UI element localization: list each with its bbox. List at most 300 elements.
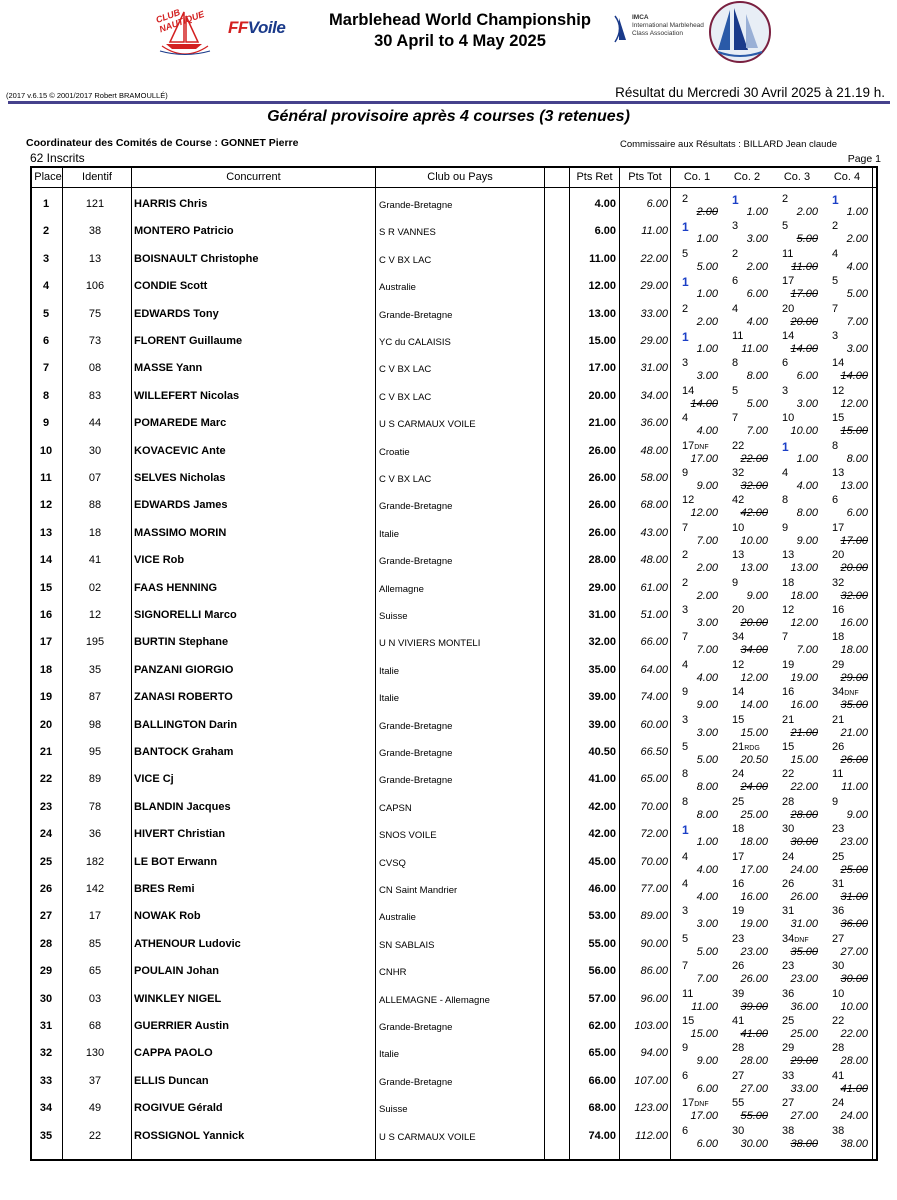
race-rank	[682, 522, 688, 534]
competitor-name-cell: BALLINGTON Darin	[134, 718, 238, 731]
total-points-cell: 36.00	[640, 417, 668, 430]
competitor-name-cell: CAPPA PAOLO	[134, 1047, 213, 1060]
race-points: 26.00	[790, 891, 818, 903]
race-rank	[682, 1042, 688, 1054]
table-row	[30, 824, 878, 851]
race-rank	[732, 1125, 744, 1137]
race-rank	[832, 933, 844, 945]
table-row	[30, 386, 878, 413]
competitor-name-cell: EDWARDS James	[134, 499, 228, 512]
race-rank	[782, 878, 794, 890]
net-points-cell: 65.00	[588, 1047, 616, 1060]
place-cell: 35	[39, 1129, 53, 1142]
competitor-name-cell: ATHENOUR Ludovic	[134, 937, 241, 950]
race-rank	[832, 549, 844, 561]
race-rank-value: 29	[782, 1042, 795, 1055]
race-rank-value: 12	[832, 384, 845, 397]
race-rank-value: 25	[832, 850, 845, 863]
table-row	[30, 1098, 878, 1125]
race-rank	[782, 248, 793, 260]
race-rank	[682, 385, 694, 397]
club-cell: C V BX LAC	[379, 364, 432, 376]
race-rank	[682, 549, 688, 561]
race-points-discarded: 29.00	[840, 671, 868, 684]
race-points-discarded: 30.00	[790, 836, 818, 849]
race-points: 15.00	[690, 1028, 718, 1040]
race-rank-value: 7	[682, 631, 689, 644]
sail-number-cell: 85	[88, 937, 102, 950]
race-rank-value: 30	[782, 823, 795, 836]
race-rank	[732, 385, 738, 397]
net-points-cell: 12.00	[588, 280, 616, 293]
race-rank	[782, 741, 794, 753]
race-points: 22.00	[840, 1028, 868, 1040]
race-points-discarded: 25.00	[840, 863, 868, 876]
race-rank	[682, 741, 688, 753]
total-points-cell: 77.00	[640, 883, 668, 895]
competitor-name-cell: BLANDIN Jacques	[134, 800, 231, 813]
race-rank	[782, 796, 794, 808]
table-row	[30, 441, 878, 468]
result-date: Résultat du Mercredi 30 Avril 2025 à 21.19 h.	[615, 85, 885, 100]
sail-number-cell: 37	[88, 1074, 102, 1087]
race-rank	[832, 604, 844, 616]
race-points-discarded: 21.00	[790, 726, 818, 739]
race-rank-value: 3	[682, 713, 689, 726]
competitor-name-cell: VICE Cj	[134, 773, 174, 786]
race-rank-value: 24	[832, 1097, 845, 1110]
race-points: 3.00	[796, 397, 818, 410]
sail-number-cell: 121	[85, 198, 105, 210]
race-points: 1.00	[696, 233, 718, 246]
race-rank	[832, 905, 844, 917]
race-points-discarded: 15.00	[840, 425, 868, 438]
sail-number-cell: 106	[85, 280, 105, 293]
table-row	[30, 605, 878, 632]
race-rank	[732, 412, 738, 424]
table-row	[30, 632, 878, 659]
race-points: 17.00	[740, 863, 768, 876]
total-points-cell: 31.00	[640, 362, 668, 375]
race-points: 25.00	[790, 1028, 818, 1040]
race-rank-value: 9	[682, 686, 689, 699]
race-rank-value: 36	[832, 905, 845, 918]
competitor-name-cell: PANZANI GIORGIO	[134, 663, 234, 676]
race-points: 13.00	[740, 562, 768, 575]
competitor-name-cell: NOWAK Rob	[134, 910, 201, 923]
race-points: 3.00	[696, 726, 718, 739]
race-rank	[732, 878, 744, 890]
sail-number-cell: 98	[88, 718, 102, 731]
total-points-cell: 107.00	[634, 1074, 668, 1087]
table-row	[30, 742, 878, 769]
race-rank-value: 22	[732, 439, 745, 452]
table-row	[30, 1016, 878, 1043]
race-rank	[832, 357, 844, 369]
event-title-line1: Marblehead World Championship	[329, 11, 591, 29]
race-rank	[832, 522, 844, 534]
race-rank	[832, 988, 844, 1000]
race-rank	[782, 467, 788, 479]
place-cell: 18	[39, 663, 53, 676]
race-rank-value: 4	[682, 878, 689, 890]
race-rank-value: 27	[832, 932, 845, 945]
race-rank-value: 12	[682, 494, 695, 507]
race-rank	[682, 659, 688, 671]
race-points: 27.00	[740, 1082, 768, 1095]
place-cell: 13	[39, 526, 53, 539]
total-points-cell: 74.00	[640, 691, 668, 704]
race-rank	[682, 851, 688, 863]
race-rank-value: 27	[782, 1097, 795, 1110]
race-rank	[682, 714, 688, 726]
race-rank	[782, 1070, 794, 1082]
total-points-cell: 60.00	[640, 718, 668, 731]
sail-number-cell: 38	[88, 225, 102, 238]
sail-number-cell: 49	[88, 1102, 102, 1115]
net-points-cell: 46.00	[588, 883, 616, 895]
race-rank	[782, 412, 794, 424]
total-points-cell: 11.00	[641, 225, 668, 238]
race-points: 18.00	[790, 589, 818, 602]
race-rank-value: 17	[832, 521, 845, 534]
race-rank-value: 12	[732, 658, 745, 671]
race-rank-value: 6	[682, 1069, 689, 1082]
race-points: 18.00	[840, 644, 868, 657]
race-rank	[682, 248, 688, 260]
race-points-discarded: 38.00	[790, 1137, 818, 1150]
race-points-discarded: 20.00	[840, 562, 868, 575]
total-points-cell: 48.00	[640, 554, 668, 567]
race-points: 38.00	[840, 1137, 868, 1150]
net-points-cell: 17.00	[588, 362, 616, 375]
competitor-name-cell: ROSSIGNOL Yannick	[134, 1129, 245, 1142]
place-cell: 2	[42, 225, 50, 238]
competitor-name-cell: WINKLEY NIGEL	[134, 992, 222, 1005]
race-rank-value: 9	[682, 1042, 689, 1055]
race-rank-value: 1	[682, 823, 689, 838]
race-points: 6.00	[696, 1082, 718, 1095]
club-cell: SN SABLAIS	[379, 939, 435, 951]
sail-number-cell: 41	[88, 554, 102, 567]
race-rank	[732, 905, 744, 917]
club-cell: Grande-Bretagne	[379, 309, 453, 321]
club-cell: Italie	[379, 1049, 400, 1061]
race-rank-value: 38	[782, 1124, 795, 1137]
race-rank	[732, 577, 738, 589]
race-points: 21.00	[840, 726, 868, 739]
place-cell: 29	[39, 965, 53, 978]
race-points: 9.00	[696, 480, 718, 492]
club-cell: Suisse	[379, 1104, 408, 1116]
race-rank-value: 11	[832, 768, 844, 781]
race-rank-value: 13	[782, 549, 795, 562]
race-rank	[782, 275, 794, 287]
sail-number-cell: 87	[88, 691, 102, 704]
race-rank	[732, 1015, 744, 1027]
race-rank-value: 9	[782, 521, 789, 534]
race-rank	[732, 357, 738, 369]
page-number: Page 1	[847, 153, 881, 165]
sail-number-cell: 78	[88, 800, 102, 813]
race-rank	[832, 330, 838, 342]
col-header-co1: Co. 1	[683, 171, 711, 183]
club-cell: C V BX LAC	[379, 254, 432, 266]
race-points: 5.00	[696, 754, 718, 766]
race-rank-value: 5	[782, 220, 789, 233]
race-points: 7.00	[696, 973, 718, 986]
race-rank	[832, 960, 844, 972]
race-rank	[682, 330, 689, 344]
race-rank	[782, 851, 794, 863]
race-points: 7.00	[846, 315, 868, 328]
race-points: 12.00	[690, 507, 718, 520]
race-rank	[732, 330, 743, 342]
race-rank	[682, 275, 689, 289]
race-rank	[682, 1097, 709, 1109]
total-points-cell: 94.00	[640, 1047, 668, 1060]
race-rank	[732, 659, 744, 671]
race-points-discarded: 14.00	[840, 370, 868, 383]
race-points: 3.00	[696, 918, 718, 931]
race-points: 6.00	[696, 1137, 718, 1150]
club-cell: Grande-Bretagne	[379, 775, 453, 787]
race-rank-value: 23	[732, 932, 745, 945]
race-points: 5.00	[846, 288, 868, 301]
race-rank-value: 5	[682, 741, 689, 753]
place-cell: 32	[39, 1047, 53, 1060]
race-rank-value: 17	[682, 439, 695, 452]
race-rank	[832, 741, 844, 753]
race-rank	[682, 878, 688, 890]
race-rank-value: 15	[732, 713, 745, 726]
race-points: 9.00	[696, 1055, 718, 1068]
race-rank	[832, 1015, 844, 1027]
race-rank	[682, 905, 688, 917]
place-cell: 16	[39, 609, 53, 621]
race-rank	[832, 494, 838, 506]
race-rank-value: 4	[832, 247, 839, 260]
race-points: 23.00	[840, 836, 868, 849]
race-rank	[682, 768, 688, 780]
competitor-name-cell: FLORENT Guillaume	[134, 335, 243, 347]
race-rank-value: 7	[732, 412, 739, 425]
race-rank	[732, 686, 744, 698]
race-rank	[682, 988, 693, 1000]
race-rank	[832, 275, 838, 287]
race-points-discarded: 11.00	[791, 260, 818, 273]
race-rank-value: 6	[682, 1124, 689, 1137]
race-rank-value: 14	[732, 686, 745, 699]
results-commissioner: Commissaire aux Résultats : BILLARD Jean claude	[620, 139, 838, 150]
net-points-cell: 39.00	[588, 691, 616, 704]
event-dates: 30 April to 4 May 2025	[374, 32, 546, 50]
race-points: 10.00	[790, 425, 818, 438]
race-points-discarded: 22.00	[740, 452, 768, 465]
race-points-discarded: 29.00	[790, 1055, 818, 1068]
race-points: 1.00	[696, 836, 718, 849]
net-points-cell: 6.00	[594, 225, 616, 238]
race-rank-value: 3	[832, 330, 839, 342]
race-rank	[832, 220, 838, 232]
race-rank-value: 13	[832, 467, 845, 479]
race-points: 19.00	[790, 671, 818, 684]
race-rank	[732, 275, 738, 287]
table-row	[30, 221, 878, 248]
race-points: 4.00	[796, 480, 818, 492]
race-rank	[732, 988, 744, 1000]
race-rank	[732, 768, 744, 780]
race-rank	[682, 1015, 694, 1027]
race-rank-value: 1	[732, 193, 739, 207]
net-points-cell: 26.00	[588, 499, 616, 512]
race-rank	[832, 659, 844, 671]
race-rank-value: 39	[732, 987, 745, 1000]
race-rank	[782, 1125, 794, 1137]
page-header	[0, 0, 897, 100]
race-points: 10.00	[740, 534, 768, 547]
total-points-cell: 70.00	[640, 855, 668, 868]
race-points: 27.00	[790, 1110, 818, 1123]
total-points-cell: 51.00	[640, 609, 668, 621]
race-rank	[682, 796, 688, 808]
race-points: 2.00	[696, 315, 718, 328]
race-rank-value: 26	[832, 741, 845, 753]
race-points: 3.00	[696, 370, 718, 383]
race-rank-value: 19	[782, 658, 795, 671]
race-rank-value: 23	[782, 960, 795, 973]
race-points: 9.00	[796, 534, 818, 547]
race-points: 30.00	[740, 1137, 768, 1150]
race-rank	[732, 522, 744, 534]
race-rank-value: 11	[732, 330, 744, 342]
race-points: 4.00	[696, 863, 718, 876]
race-rank-value: 2	[682, 193, 689, 205]
race-points: 8.00	[796, 507, 818, 520]
competitor-name-cell: SIGNORELLI Marco	[134, 609, 237, 621]
club-cell: CVSQ	[379, 857, 406, 869]
race-rank	[732, 796, 744, 808]
race-rank-value: 1	[782, 439, 789, 454]
race-points: 4.00	[696, 891, 718, 903]
race-rank-value: 17	[782, 275, 795, 288]
race-rank-value: 27	[732, 1069, 745, 1082]
race-points: 6.00	[746, 288, 768, 301]
race-points-discarded: 17.00	[790, 288, 818, 301]
table-row	[30, 961, 878, 988]
net-points-cell: 26.00	[588, 526, 616, 539]
race-points: 1.00	[746, 206, 768, 218]
net-points-cell: 45.00	[588, 855, 616, 868]
total-points-cell: 29.00	[640, 280, 668, 293]
race-rank-value: 1	[682, 330, 689, 344]
race-rank	[732, 1070, 744, 1082]
net-points-cell: 28.00	[588, 554, 616, 567]
place-cell: 3	[42, 252, 50, 265]
race-points: 3.00	[746, 233, 768, 246]
place-cell: 9	[42, 417, 50, 430]
race-rank	[732, 933, 744, 945]
total-points-cell: 43.00	[640, 526, 668, 539]
place-cell: 4	[42, 280, 50, 293]
place-cell: 17	[39, 636, 53, 649]
table-row	[30, 468, 878, 495]
sail-number-cell: 30	[88, 444, 102, 457]
race-points-discarded: 30.00	[840, 973, 868, 986]
total-points-cell: 90.00	[640, 937, 668, 950]
race-rank-value: 20	[782, 302, 795, 315]
race-rank-value: 33	[782, 1069, 795, 1082]
sail-number-cell: 142	[85, 883, 105, 895]
total-points-cell: 48.00	[640, 444, 668, 457]
race-rank	[732, 467, 744, 479]
table-row	[30, 852, 878, 879]
total-points-cell: 89.00	[640, 910, 668, 923]
table-row	[30, 550, 878, 577]
race-rank-value: 14	[832, 357, 845, 370]
race-rank	[682, 440, 709, 452]
table-row	[30, 413, 878, 440]
race-rank-value: 10	[732, 521, 745, 534]
club-cell: U N VIVIERS MONTELI	[379, 638, 481, 650]
race-points: 3.00	[696, 617, 718, 629]
race-points: 12.00	[840, 397, 868, 410]
total-points-cell: 29.00	[640, 335, 668, 347]
race-rank	[832, 714, 844, 726]
total-points-cell: 33.00	[640, 307, 668, 320]
world-championship-logo	[708, 0, 772, 64]
club-cell: Grande-Bretagne	[379, 1022, 453, 1033]
place-cell: 33	[39, 1074, 53, 1087]
race-rank-value: 38	[832, 1124, 845, 1137]
place-cell: 30	[39, 992, 53, 1005]
race-points: 11.00	[691, 1000, 718, 1013]
race-points-discarded: 36.00	[840, 918, 868, 931]
race-points: 28.00	[740, 1055, 768, 1068]
place-cell: 15	[39, 581, 53, 594]
race-rank	[682, 604, 688, 616]
race-points: 7.00	[796, 644, 818, 657]
net-points-cell: 13.00	[588, 307, 616, 320]
race-points: 9.00	[846, 808, 868, 821]
race-points: 10.00	[840, 1000, 868, 1013]
race-rank	[732, 549, 744, 561]
race-rank-value: 30	[832, 960, 845, 973]
race-rank	[732, 714, 744, 726]
col-header-pts-ret: Pts Ret	[576, 171, 613, 183]
race-rank	[832, 193, 839, 207]
race-rank	[782, 330, 794, 342]
competitor-name-cell: ELLIS Duncan	[134, 1074, 209, 1087]
race-rank-value: 26	[732, 960, 745, 973]
net-points-cell: 4.00	[594, 198, 616, 210]
place-cell: 8	[42, 389, 50, 402]
total-points-cell: 66.00	[640, 636, 668, 649]
table-row	[30, 797, 878, 824]
club-cell: Grande-Bretagne	[379, 1076, 453, 1088]
race-points: 1.00	[696, 343, 718, 355]
race-points-discarded: 35.00	[840, 699, 868, 712]
race-rank-value: 7	[832, 302, 839, 315]
place-cell: 21	[39, 746, 53, 758]
total-points-cell: 123.00	[634, 1102, 668, 1115]
race-points-discarded: 41.00	[840, 1082, 868, 1095]
race-rank-value: 6	[732, 275, 739, 288]
race-rank-value: 32	[732, 467, 745, 479]
race-rank-value: 31	[832, 878, 845, 890]
race-rank	[782, 549, 794, 561]
race-rank-value: 1	[832, 193, 839, 207]
